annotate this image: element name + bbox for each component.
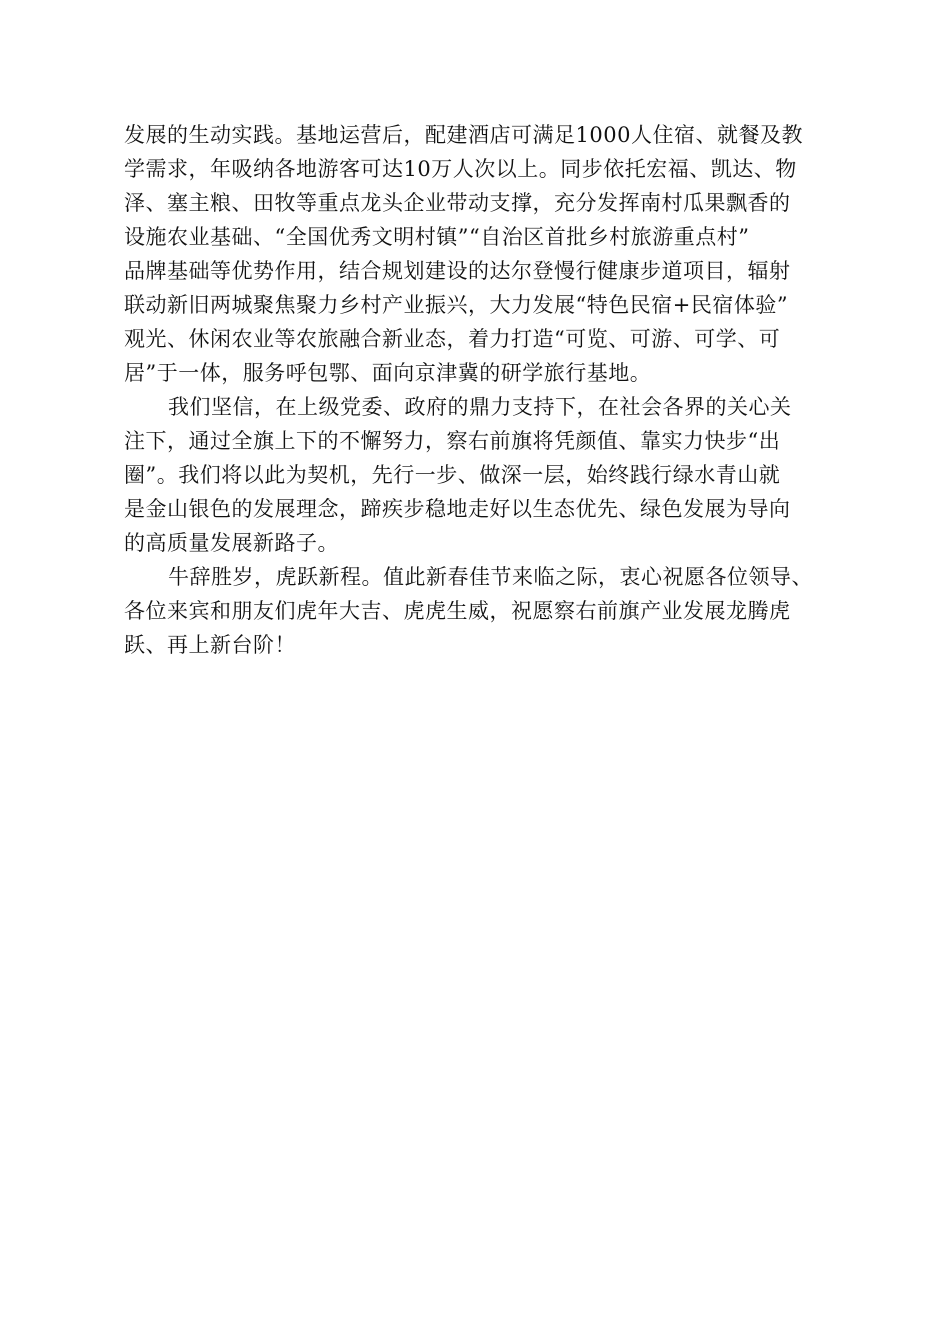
- paragraph-line: 品牌基础等优势作用，结合规划建设的达尔登慢行健康步道项目，辐射: [124, 259, 791, 283]
- paragraph-line: 圈”。我们将以此为契机，先行一步、做深一层，始终践行绿水青山就: [124, 463, 781, 487]
- paragraph-line: 观光、休闲农业等农旅融合新业态，着力打造“可览、可游、可学、可: [124, 327, 781, 351]
- paragraph-1: [124, 118, 840, 390]
- paragraph-line: 发展的生动实践。基地运营后，配建酒店可满足1000人住宿、就餐及教: [124, 123, 803, 147]
- paragraph-line: 各位来宾和朋友们虎年大吉、虎虎生威，祝愿察右前旗产业发展龙腾虎: [124, 599, 791, 623]
- paragraph-line: 注下，通过全旗上下的不懈努力，察右前旗将凭颜值、靠实力快步“出: [124, 429, 781, 453]
- paragraph-line: 的高质量发展新路子。: [124, 531, 339, 555]
- paragraph-line: 跃、再上新台阶！: [124, 633, 296, 657]
- paragraph-2: [124, 390, 840, 560]
- paragraph-3: [124, 560, 840, 662]
- paragraph-line: 我们坚信，在上级党委、政府的鼎力支持下，在社会各界的关心关: [168, 395, 792, 419]
- document-body: [124, 118, 840, 662]
- paragraph-line: 学需求，年吸纳各地游客可达10万人次以上。同步依托宏福、凯达、物: [124, 157, 797, 181]
- paragraph-line: 居”于一体，服务呼包鄂、面向京津冀的研学旅行基地。: [124, 361, 652, 385]
- paragraph-line: 联动新旧两城聚焦聚力乡村产业振兴，大力发展“特色民宿+民宿体验”: [124, 293, 789, 317]
- paragraph-line: 泽、塞主粮、田牧等重点龙头企业带动支撑，充分发挥南村瓜果飘香的: [124, 191, 791, 215]
- paragraph-line: 牛辞胜岁，虎跃新程。值此新春佳节来临之际，衷心祝愿各位领导、: [168, 565, 813, 589]
- paragraph-line: 是金山银色的发展理念，蹄疾步稳地走好以生态优先、绿色发展为导向: [124, 497, 791, 521]
- paragraph-line: 设施农业基础、“全国优秀文明村镇”“自治区首批乡村旅游重点村”: [124, 225, 750, 249]
